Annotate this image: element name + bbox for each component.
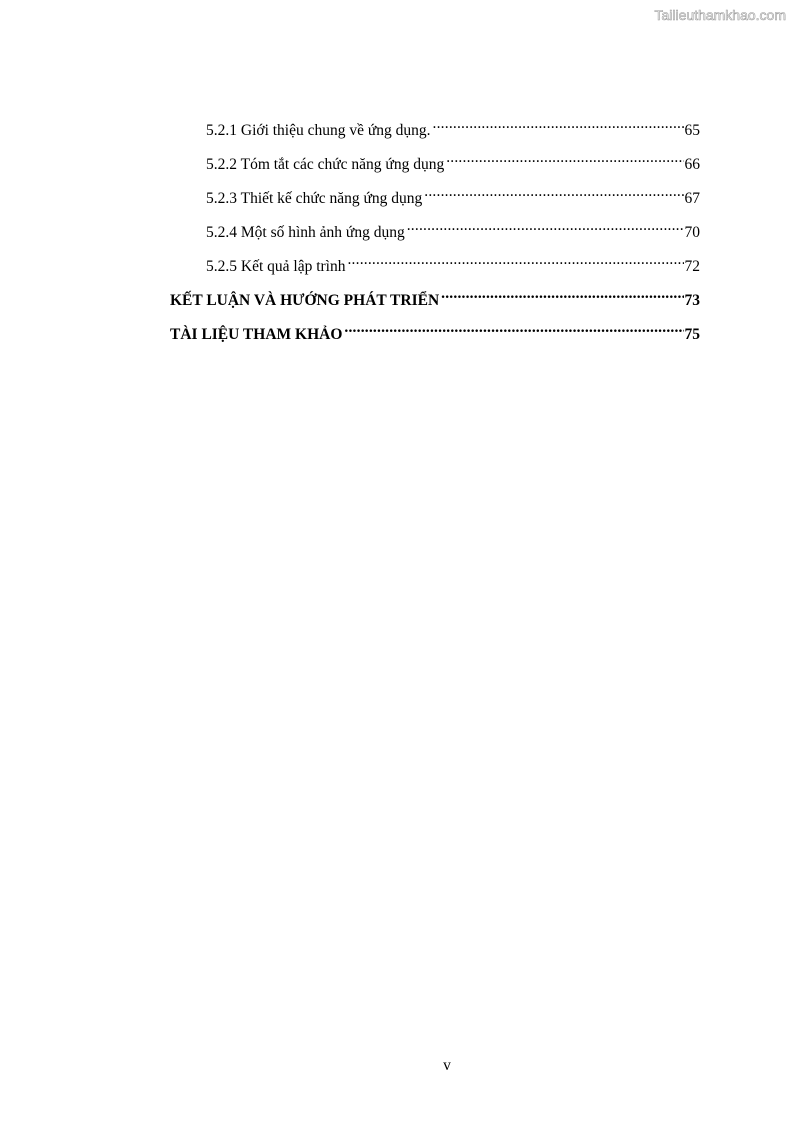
toc-entry-page: 70 [684,224,700,241]
toc-entry-page: 72 [684,258,700,275]
toc-entry-page: 75 [684,326,700,343]
toc-entry-references[interactable] [170,317,700,351]
toc-entry-page: 65 [684,122,700,139]
toc-entry-page: 73 [684,292,700,309]
toc-dot-leader [344,317,683,339]
toc-entry-title: TÀI LIỆU THAM KHẢO [170,326,343,343]
toc-entry-conclusion[interactable] [170,283,700,317]
toc-entry-title: KẾT LUẬN VÀ HƯỚNG PHÁT TRIỂN [170,292,440,309]
toc-entry-5-2-1[interactable] [170,113,700,147]
toc-dot-leader [433,113,684,135]
toc-entry-page: 66 [684,156,700,173]
watermark-text: Tailieuthamkhao.com [654,7,786,23]
toc-entry-5-2-3[interactable] [170,181,700,215]
toc-entry-5-2-4[interactable] [170,215,700,249]
toc-dot-leader [424,181,683,203]
toc-entry-title: 5.2.1 Giới thiệu chung về ứng dụng. [206,122,431,139]
toc-entry-title: 5.2.4 Một số hình ảnh ứng dụng [206,224,405,241]
page-number: v [443,1057,451,1074]
toc-dot-leader [407,215,684,237]
toc-entry-5-2-2[interactable] [170,147,700,181]
toc-entry-5-2-5[interactable] [170,249,700,283]
toc-entry-title: 5.2.3 Thiết kế chức năng ứng dụng [206,190,423,207]
toc-dot-leader [347,249,683,271]
table-of-contents [170,113,700,351]
toc-entry-page: 67 [684,190,700,207]
toc-dot-leader [441,283,683,305]
toc-entry-title: 5.2.2 Tóm tắt các chức năng ứng dụng [206,156,445,173]
toc-entry-title: 5.2.5 Kết quả lập trình [206,258,346,275]
toc-dot-leader [446,147,683,169]
